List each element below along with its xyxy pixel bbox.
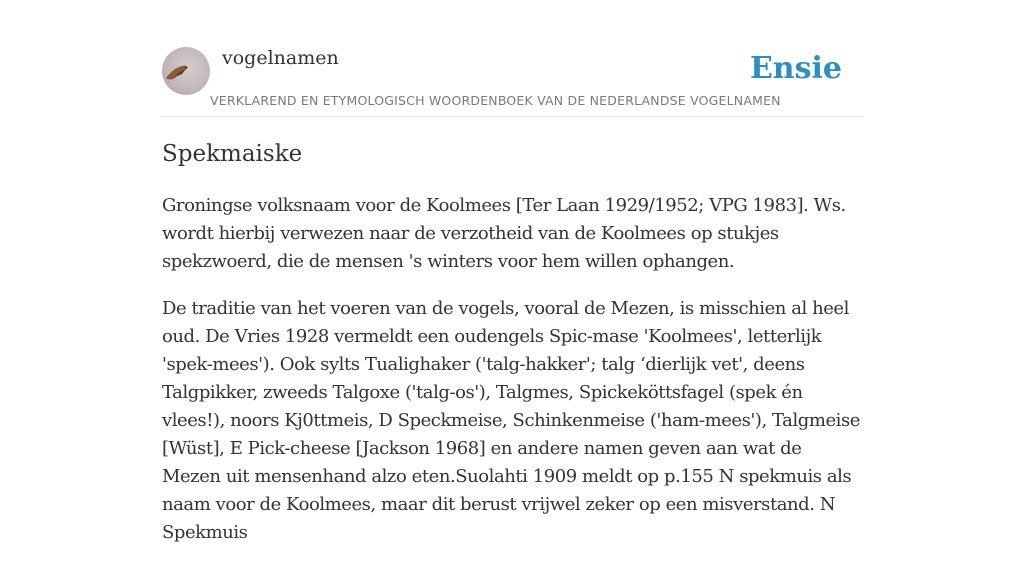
site-tagline: VERKLAREND EN ETYMOLOGISCH WOORDENBOEK VAN DE NEDERLANDSE VOGELNAMEN xyxy=(210,93,781,108)
entry-content xyxy=(162,192,862,566)
ensie-logo-link[interactable]: Ensie xyxy=(749,51,842,86)
site-header xyxy=(162,0,862,117)
entry-paragraph: De traditie van het voeren van de vogels, vooral de Mezen, is misschien al heel oud. De Vries 1928 vermeldt een oudengels Spic-mase 'Koolmees', letterlijk 'spek-mees'). Ook sylts Tualighaker ('talg-hakker'; talg ‘dierlijk vet', deens Talgpikker, zweeds Talgoxe ('talg-os'), Talgmes, Spickeköttsfagel (spek én vlees!), noors Kj0ttmeis, D Speckmeise, Schinkenmeise ('ham-mees'), Talgmeise [Wüst], E Pick-cheese [Jackson 1968] en andere namen geven aan wat de Mezen uit mensenhand alzo eten.Suolahti 1909 meldt op p.155 N spekmuis als naam voor de Koolmees, maar dit berust vrijwel zeker op een misverstand. N Spekmuis xyxy=(162,298,860,543)
avatar[interactable] xyxy=(162,47,210,95)
page xyxy=(162,0,862,543)
entry-paragraph: Groningse volksnaam voor de Koolmees [Ter Laan 1929/1952; VPG 1983]. Ws. wordt hierbij verwezen naar de verzotheid van de Koolmees op stukjes spekzwoerd, die de mensen 's winters voor hem willen ophangen. xyxy=(162,195,846,272)
entry-title: Spekmaiske xyxy=(162,141,303,167)
bird-photo-icon xyxy=(162,47,210,95)
site-name[interactable]: vogelnamen xyxy=(222,47,339,69)
